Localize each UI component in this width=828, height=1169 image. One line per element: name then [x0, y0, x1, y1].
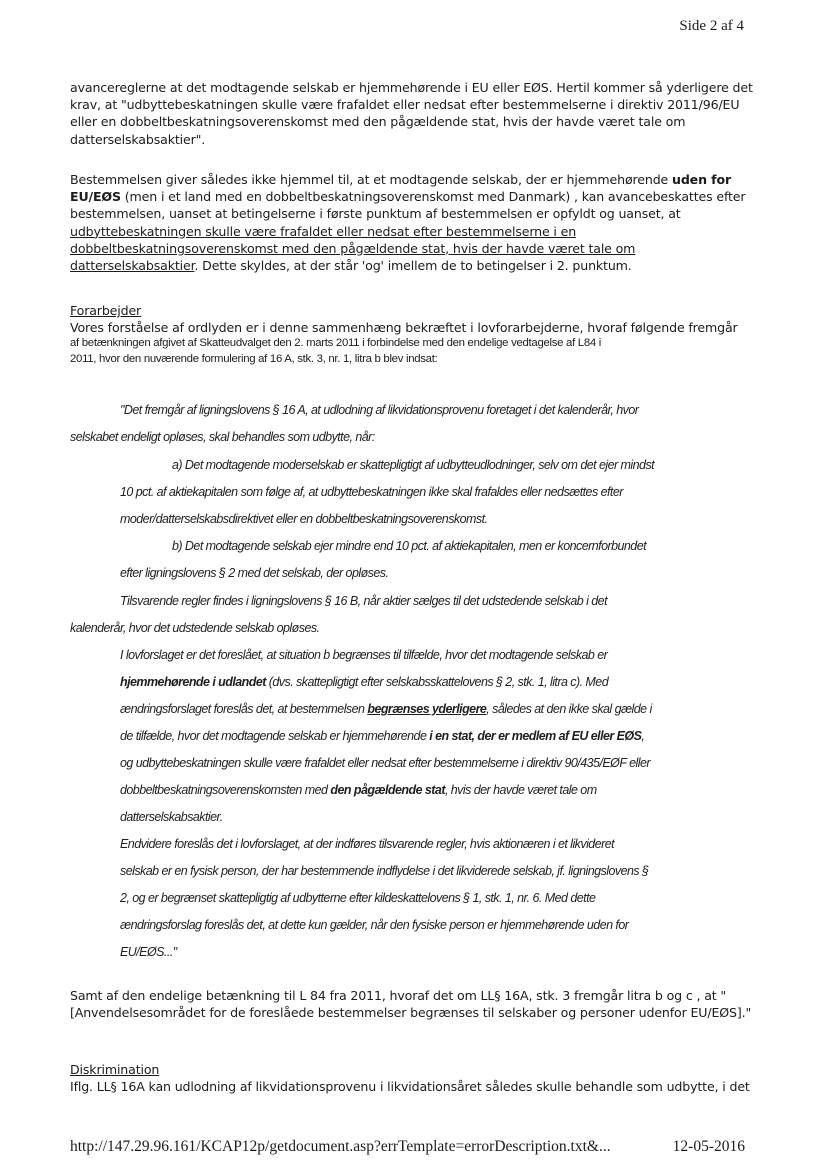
- quote-line-15: [120, 783, 597, 797]
- quote-line-9: kalenderår, hvor det udstedende selskab opløses.: [70, 621, 320, 635]
- paragraph-2-underlined: udbyttebeskatningen skulle være frafaldet eller nedsat efter bestemmelserne i en dobbeltbeskatningsoverenskomst med den pågældende stat, hvis der havde været tale om datterselskabsaktier: [70, 223, 636, 274]
- quote-line-2: selskabet endeligt opløses, skal behandles som udbytte, når:: [70, 430, 375, 444]
- paragraph-2: [70, 171, 760, 274]
- quote-line-10: I lovforslaget er det foreslået, at situation b begrænses til tilfælde, hvor det modtagende selskab er: [120, 648, 608, 662]
- quote-line-11: [120, 675, 608, 689]
- page-number: Side 2 af 4: [679, 18, 744, 34]
- quote-line-16: datterselskabsaktier.: [120, 810, 223, 824]
- quote-line-12-end: , således at den ikke skal gælde i: [486, 702, 652, 716]
- paragraph-2-part-a: Bestemmelsen giver således ikke hjemmel til, at et modtagende selskab, der er hjemmehørende: [70, 172, 672, 187]
- quote-line-5: moder/datterselskabsdirektivet eller en dobbeltbeskatningsoverenskomst.: [120, 512, 488, 526]
- quote-line-12-start: ændringsforslaget foreslås det, at bestemmelsen: [120, 702, 368, 716]
- quote-line-15-start: dobbeltbeskatningsoverenskomsten med: [120, 783, 331, 797]
- quote-line-19: 2, og er begrænset skattepligtig af udbytterne efter kildeskattelovens § 1, stk. 1, nr. 6. Med dette: [120, 891, 596, 905]
- quote-line-13-end: ,: [641, 729, 645, 743]
- diskrimination-heading: Diskrimination: [70, 1062, 160, 1077]
- quote-line-21: EU/EØS...": [120, 945, 177, 959]
- quote-line-15-end: , hvis der havde været tale om: [444, 783, 597, 797]
- samt-paragraph: Samt af den endelige betænkning til L 84 fra 2011, hvoraf det om LL§ 16A, stk. 3 fremgår litra b og c , at "[Anvendelsesområdet for de foreslåede bestemmelser begrænses til selskaber og personer udenfor EU/EØS].": [70, 988, 752, 1021]
- paragraph-1: avancereglerne at det modtagende selskab er hjemmehørende i EU eller EØS. Hertil kommer så yderligere det krav, at "udbyttebeskatningen skulle være frafaldet eller nedsat efter bestemmelserne i direktiv 2011/96/EU eller en dobbeltbeskatningsoverenskomst med den pågældende stat, hvis der havde været tale om datterselskabsaktier".: [70, 80, 753, 147]
- page-footer: [70, 1138, 745, 1156]
- quote-line-7: efter ligningslovens § 2 med det selskab, der opløses.: [120, 566, 389, 580]
- footer-url: http://147.29.96.161/KCAP12p/getdocument.asp?errTemplate=errorDescription.txt&...: [70, 1138, 611, 1155]
- quote-line-8: Tilsvarende regler findes i ligningslovens § 16 B, når aktier sælges til det udstedende selskab i det: [120, 594, 608, 608]
- paragraph-2-bold-uden-for-eu: uden for EU/EØS: [70, 172, 732, 205]
- quote-line-14: og udbyttebeskatningen skulle være frafaldet eller nedsat efter bestemmelserne i direktiv 90/435/EØF eller: [120, 756, 650, 770]
- quote-line-17: Endvidere foreslås det i lovforslaget, at der indføres tilsvarende regler, hvis aktionæren i et likvideret: [120, 837, 615, 851]
- forarbejder-line-2: af betænkningen afgivet af Skatteudvalget den 2. marts 2011 i forbindelse med den endelige vedtagelse af L84 i: [70, 337, 602, 349]
- quote-line-1: "Det fremgår af ligningslovens § 16 A, at udlodning af likvidationsprovenu foretaget i det kalenderår, hvor: [120, 403, 639, 417]
- diskrimination-line-1: Iflg. LL§ 16A kan udlodning af likvidationsprovenu i likvidationsåret således skulle behandle som udbytte, i det: [70, 1079, 750, 1094]
- quote-bold-eu-eoes: i en stat, der er medlem af EU eller EØS: [429, 729, 642, 743]
- paragraph-2-part-c: (men i et land med en dobbeltbeskatningsoverenskomst med Danmark) , kan avancebeskattes efter bestemmelsen, uanset at betingelserne i første punktum af bestemmelsen er opfyldt og uanset, at: [70, 189, 746, 222]
- quote-line-18: selskab er en fysisk person, der har bestemmende indflydelse i det likviderede selskab, jf. ligningslovens §: [120, 864, 649, 878]
- forarbejder-line-1: Vores forståelse af ordlyden er i denne sammenhæng bekræftet i lovforarbejderne, hvoraf følgende fremgår: [70, 320, 738, 335]
- quote-line-13: [120, 729, 644, 743]
- paragraph-2-part-e: . Dette skyldes, at der står 'og' imellem de to betingelser i 2. punktum.: [194, 258, 632, 274]
- quote-line-6: b) Det modtagende selskab ejer mindre end 10 pct. af aktiekapitalen, men er koncernforbundet: [172, 539, 647, 553]
- forarbejder-heading: Forarbejder: [70, 303, 142, 318]
- forarbejder-line-3: 2011, hvor den nuværende formulering af 16 A, stk. 3, nr. 1, litra b blev indsat:: [70, 353, 438, 365]
- quote-bold-paagaeldende-stat: den pågældende stat: [330, 783, 445, 797]
- quote-line-13-start: de tilfælde, hvor det modtagende selskab er hjemmehørende: [120, 729, 430, 743]
- footer-date: 12-05-2016: [672, 1138, 745, 1155]
- quote-line-3: a) Det modtagende moderselskab er skattepligtigt af udbytteudlodninger, selv om det ejer mindst: [172, 458, 655, 472]
- quote-bold-begraenses: begrænses yderligere: [367, 702, 487, 716]
- quote-line-12: [120, 702, 652, 716]
- quote-line-4: 10 pct. af aktiekapitalen som følge af, at udbyttebeskatningen ikke skal frafaldes eller nedsættes efter: [120, 485, 623, 499]
- quote-line-20: ændringsforslag foreslås det, at dette kun gælder, når den fysiske person er hjemmehørende uden for: [120, 918, 629, 932]
- quote-bold-hjemmehoerende: hjemmehørende i udlandet: [120, 675, 266, 689]
- quote-line-11-rest: (dvs. skattepligtigt efter selskabsskattelovens § 2, stk. 1, litra c). Med: [265, 675, 609, 689]
